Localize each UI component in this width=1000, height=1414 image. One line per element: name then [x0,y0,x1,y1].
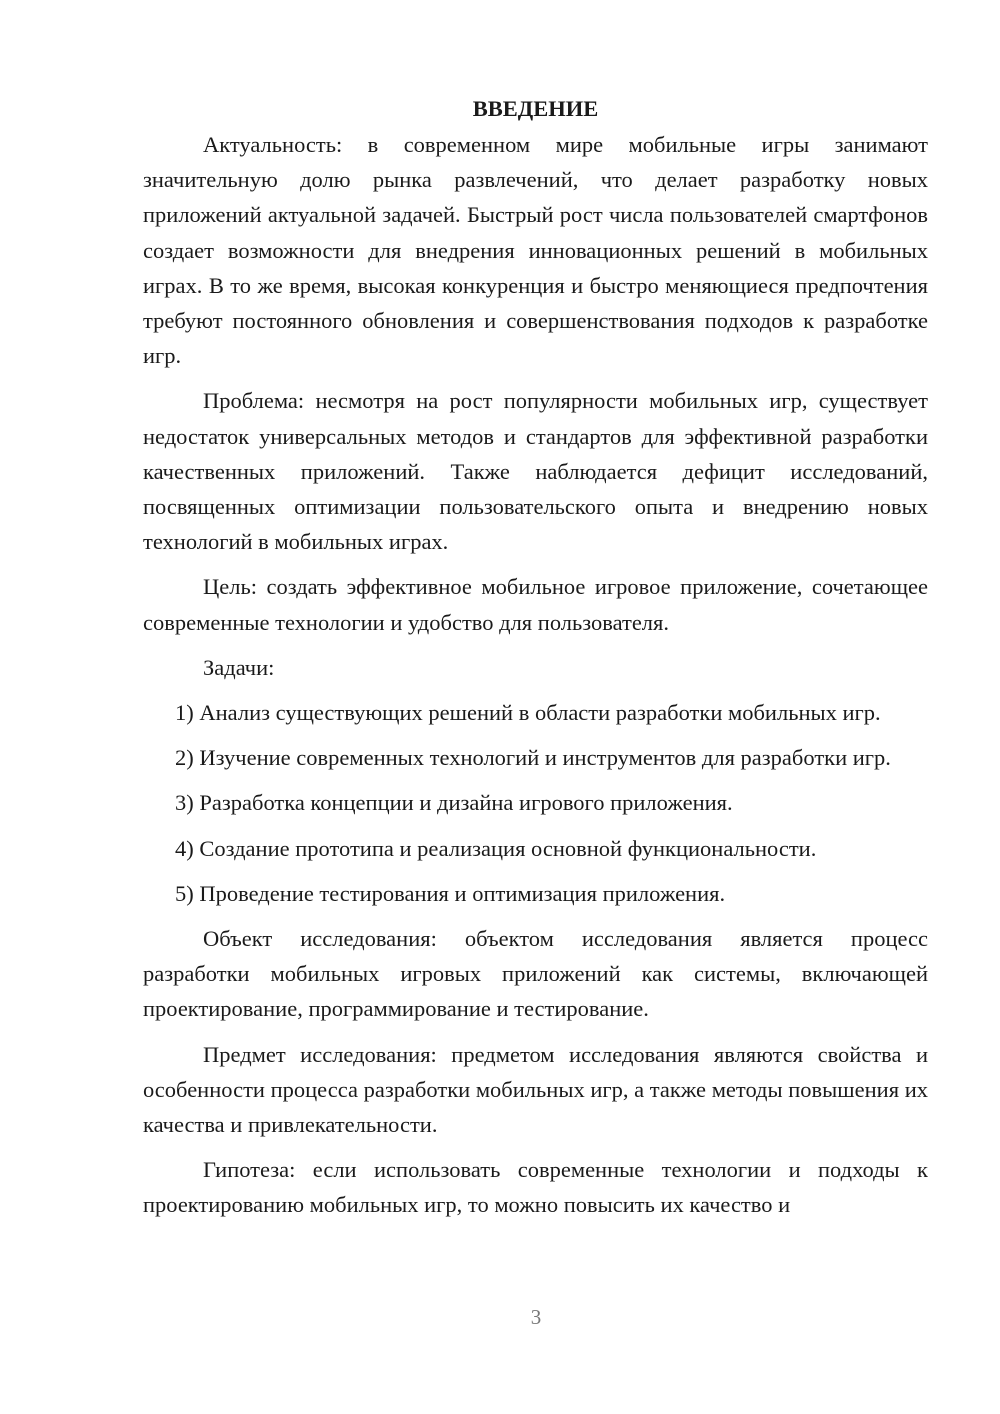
list-item-task-4: 4) Создание прототипа и реализация основной функциональности. [175,835,817,861]
list-item-task-2: 2) Изучение современных технологий и инструментов для разработки игр. [175,745,891,771]
paragraph-problem: Проблема: несмотря на рост популярности мобильных игр, существует недостаток универсальных методов и стандартов для эффективной разработки качественных приложений. Также наблюдается дефицит исследований, посвященных оптимизации пользовательского опыта и внедрению новых технологий в мобильных играх. [143,388,928,555]
page-title: ВВЕДЕНИЕ [472,96,599,121]
paragraph-object: Объект исследования: объектом исследования является процесс разработки мобильных игровых приложений как системы, включающей проектирование, программирование и тестирование. [143,926,928,1022]
list-item-task-5: 5) Проведение тестирования и оптимизация приложения. [175,880,726,906]
paragraph-hypothesis: Гипотеза: если использовать современные технологии и подходы к проектированию мобильных игр, то можно повысить их качество и [143,1157,928,1218]
page-number: 3 [530,1305,542,1329]
tasks-heading: Задачи: [203,654,275,680]
document-page [143,92,928,1223]
paragraph-relevance: Актуальность: в современном мире мобильные игры занимают значительную долю рынка развлечений, что делает разработку новых приложений актуальной задачей. Быстрый рост числа пользователей смартфонов создает возможности для внедрения инновационных решений в мобильных играх. В то же время, высокая конкуренция и быстро меняющиеся предпочтения требуют постоянного обновления и совершенствования подходов к разработке игр. [143,132,928,369]
paragraph-goal: Цель: создать эффективное мобильное игровое приложение, сочетающее современные технологии и удобство для пользователя. [143,574,928,635]
list-item-task-3: 3) Разработка концепции и дизайна игрового приложения. [175,790,733,816]
paragraph-subject: Предмет исследования: предметом исследования являются свойства и особенности процесса разработки мобильных игр, а также методы повышения их качества и привлекательности. [143,1041,928,1138]
list-item-task-1: 1) Анализ существующих решений в области разработки мобильных игр. [175,700,881,726]
